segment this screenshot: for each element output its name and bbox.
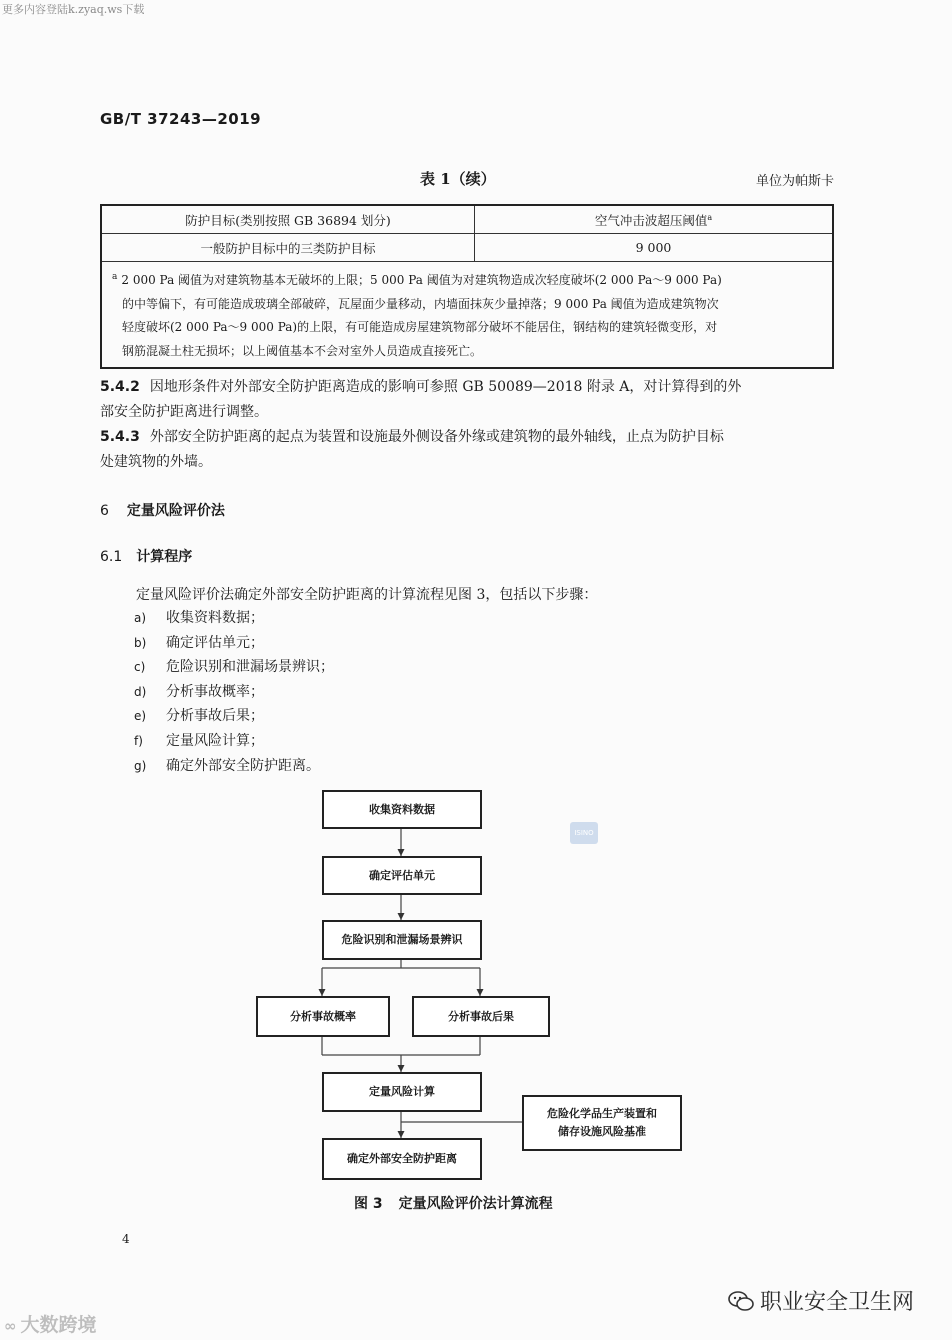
list-marker: b)	[134, 635, 147, 650]
bottom-left-watermark	[4, 1310, 97, 1337]
criteria-line: 储存设施风险基准	[558, 1125, 646, 1138]
list-marker: d)	[134, 684, 147, 699]
col-header-target: 防护目标(类别按照 GB 36894 划分)	[101, 205, 475, 234]
list-text: 分析事故后果；	[166, 708, 264, 725]
footnote-mark: a	[707, 212, 713, 222]
clause-text: 处建筑物的外墙。	[100, 453, 212, 470]
list-marker: a)	[134, 611, 147, 625]
link-icon: ∞	[4, 1317, 17, 1335]
clause-text: 外部安全防护距离的起点为装置和设施最外侧设备外缘或建筑物的最外轴线，止点为防护目标	[149, 429, 724, 445]
flow-assessment-unit: 确定评估单元	[322, 856, 482, 895]
list-text: 确定评估单元；	[166, 634, 264, 651]
list-marker: g)	[134, 758, 147, 773]
section-title: 计算程序	[136, 549, 193, 565]
row-target: 一般防护目标中的三类防护目标	[101, 234, 475, 262]
figure-title: 定量风险评价法计算流程	[398, 1196, 553, 1212]
flow-accident-probability: 分析事故概率	[256, 996, 390, 1037]
flow-collect-data: 收集资料数据	[322, 790, 482, 829]
list-text: 确定外部安全防护距离。	[166, 757, 320, 774]
clause-text: 因地形条件对外部安全防护距离造成的影响可参照 GB 50089—2018 附录 A，对计算得到的外	[149, 379, 742, 395]
section-number: 6.1	[100, 549, 123, 565]
figure-number: 图 3	[354, 1196, 383, 1212]
footnote-line: 轻度破坏(2 000 Pa～9 000 Pa)的上限，有可能造成房屋建筑物部分破坏不能居住，钢结构的建筑轻微变形，对	[122, 320, 718, 334]
flow-accident-consequence: 分析事故后果	[412, 996, 550, 1037]
list-text: 收集资料数据；	[166, 610, 264, 626]
flow-safety-distance: 确定外部安全防护距离	[322, 1138, 482, 1180]
list-marker: f)	[134, 733, 143, 748]
bottom-right-watermark	[728, 1285, 914, 1316]
list-marker: c)	[134, 660, 146, 675]
flow-risk-criteria	[522, 1095, 682, 1151]
section-number: 6	[100, 503, 109, 519]
list-marker: e)	[134, 709, 147, 724]
wechat-icon	[728, 1290, 754, 1312]
flow-risk-calculation: 定量风险计算	[322, 1072, 482, 1112]
list-text: 分析事故概率；	[166, 683, 264, 700]
footnote-line: 的中等偏下，有可能造成玻璃全部破碎，瓦屋面少量移动，内墙面抹灰少量掉落；9 000 Pa 阈值为造成建筑物次	[122, 296, 719, 311]
top-watermark: 更多内容登陆k.zyaq.ws下载	[2, 3, 145, 16]
intro-paragraph: 定量风险评价法确定外部安全防护距离的计算流程见图 3，包括以下步骤：	[136, 587, 598, 603]
footnote-mark: a	[112, 272, 118, 282]
footnote-text: 2 000 Pa 阈值为对建筑物基本无破坏的上限；5 000 Pa 阈值为对建筑物造成次轻度破坏(2 000 Pa～9 000 Pa)	[121, 273, 722, 287]
list-text: 定量风险计算；	[166, 732, 264, 749]
table-unit: 单位为帕斯卡	[755, 174, 834, 189]
clause-number: 5.4.2	[100, 379, 140, 395]
list-text: 危险识别和泄漏场景辨识；	[166, 659, 334, 676]
criteria-line: 危险化学品生产装置和	[547, 1107, 657, 1120]
clause-number: 5.4.3	[100, 429, 140, 445]
footnote-line: 钢筋混凝土柱无损坏；以上阈值基本不会对室外人员造成直接死亡。	[122, 343, 483, 358]
clause-text: 部安全防护距离进行调整。	[100, 403, 268, 420]
section-title: 定量风险评价法	[126, 503, 225, 519]
watermark-text: 大数跨境	[20, 1314, 97, 1336]
figure-caption	[354, 1193, 553, 1213]
standard-code: GB/T 37243—2019	[100, 110, 262, 128]
table-title: 表 1（续）	[420, 170, 496, 188]
logo-watermark: ISINO	[570, 822, 598, 844]
col-header-threshold-text: 空气冲击波超压阈值	[594, 212, 708, 228]
row-threshold: 9 000	[475, 234, 834, 262]
watermark-text: 职业安全卫生网	[760, 1290, 915, 1315]
page-number: 4	[122, 1232, 130, 1246]
flow-hazard-identification: 危险识别和泄漏场景辨识	[322, 920, 482, 960]
